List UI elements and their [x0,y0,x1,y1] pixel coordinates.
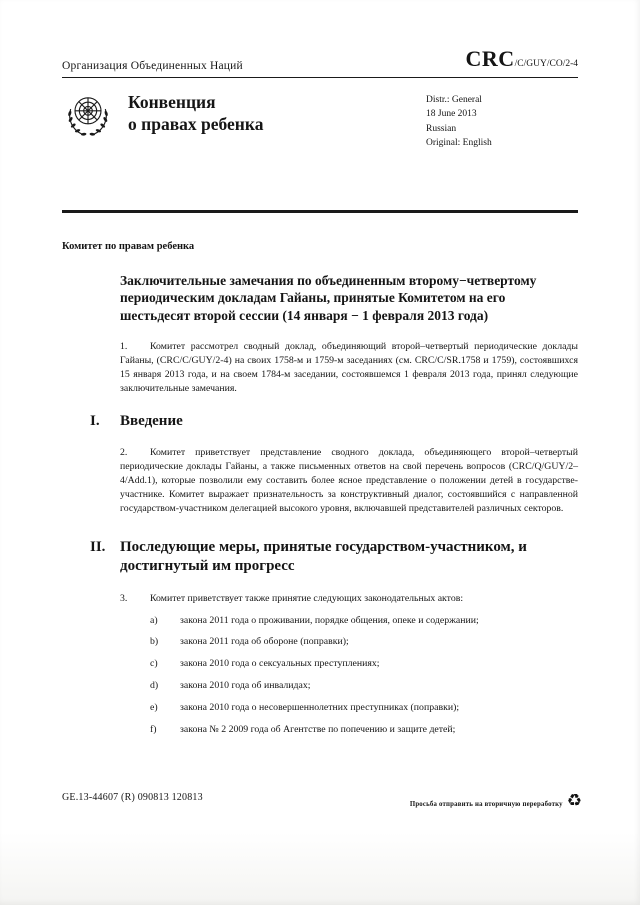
section-2-title: Последующие меры, принятые государством-участником, и достигнутый им прогресс [120,538,527,575]
recycle-icon: ♻ [566,791,582,810]
doc-symbol-prefix: CRC [465,46,515,71]
list-item-text: закона 2010 года об инвалидах; [180,680,311,692]
list-item-letter: e) [150,702,158,714]
un-emblem-icon [62,90,114,142]
paragraph-3-text: Комитет приветствует также принятие следующих законодательных актов: [150,592,464,604]
list-item [120,701,578,715]
list-item [120,723,578,737]
page-footer [62,792,582,809]
org-name: Организация Объединенных Наций [62,60,243,72]
list-item-text: закона 2011 года об обороне (поправки); [180,636,349,648]
committee-name: Комитет по правам ребенка [62,240,195,252]
legislative-acts-list [62,614,578,737]
section-1-number: I. [90,412,100,429]
date-line: 18 June 2013 [426,109,477,120]
section-1-heading [90,412,578,432]
footer-reference: GE.13-44607 (R) 090813 120813 [62,792,203,803]
list-item-text: закона № 2 2009 года об Агентстве по попечению и защите детей; [180,724,456,736]
list-item-letter: a) [150,614,158,626]
doc-symbol-suffix: /C/GUY/CO/2-4 [514,59,578,69]
list-item-letter: f) [150,724,157,736]
language-line: Russian [426,123,457,134]
list-item-letter: d) [150,680,159,692]
list-item [120,679,578,693]
convention-title [128,90,263,210]
paragraph-1-number: 1. [120,340,128,352]
paragraph-3-number: 3. [120,592,128,604]
original-line: Original: English [426,137,492,148]
recycle-note-text: Просьба отправить на вторичную переработку [409,801,563,808]
paragraph-1 [120,340,578,396]
convention-title-line2: о правах ребенка [128,113,264,134]
distribution-block [426,90,578,210]
convention-title-line1: Конвенция [128,92,216,112]
list-item [120,635,578,649]
paragraph-3 [120,592,578,606]
paragraph-1-text: Комитет рассмотрел сводный доклад, объединяющий второй–четвертый периодические доклады Гайаны, (CRC/C/GUY/2-4) на своих 1758-м и 1759-м заседаниях (см. CRC/C/SR.1758 и 1759), состоявшихся 15 января 2013 года, и на своем 1784-м заседании, состоявшемся 1 февраля 2013 года, принял следующие заключительные замечания. [120,340,578,394]
section-2-heading [90,538,578,577]
paragraph-2-text: Комитет приветствует представление сводного доклада, объединяющего второй–четвертый периодические доклады Гайаны, а также письменных ответов на свой перечень вопросов (CRC/Q/GUY/2–4/Add.1), которые позволили ему составить более ясное представление о положении детей в государстве-участнике. Комитет выражает признательность за конструктивный диалог, состоявшийся с направленной государством-участником делегацией высокого уровня, включавшей представителей различных секторов. [120,447,578,514]
list-item [120,657,578,671]
section-2-number: II. [90,538,106,555]
paragraph-2-number: 2. [120,447,128,459]
list-item-letter: b) [150,636,159,648]
list-item-text: закона 2010 года о несовершеннолетних преступниках (поправки); [180,702,460,714]
masthead [62,90,578,210]
list-item-letter: c) [150,658,158,670]
list-item-text: закона 2010 года о сексуальных преступлениях; [180,658,380,670]
doc-symbol [465,46,578,72]
paragraph-2 [120,446,578,516]
document-header [62,46,578,78]
header-rule [62,210,578,213]
list-item [120,614,578,628]
section-1-title: Введение [120,412,183,429]
distr-line: Distr.: General [426,95,482,105]
document-title: Заключительные замечания по объединенным второму−четвертому периодическим докладам Гайаны, принятые Комитетом на его шестьдесят второй сессии (14 января − 1 февраля 2013 года) [120,272,537,324]
list-item-text: закона 2011 года о проживании, порядке общения, опеке и содержании; [180,614,479,626]
recycle-notice [410,792,582,809]
